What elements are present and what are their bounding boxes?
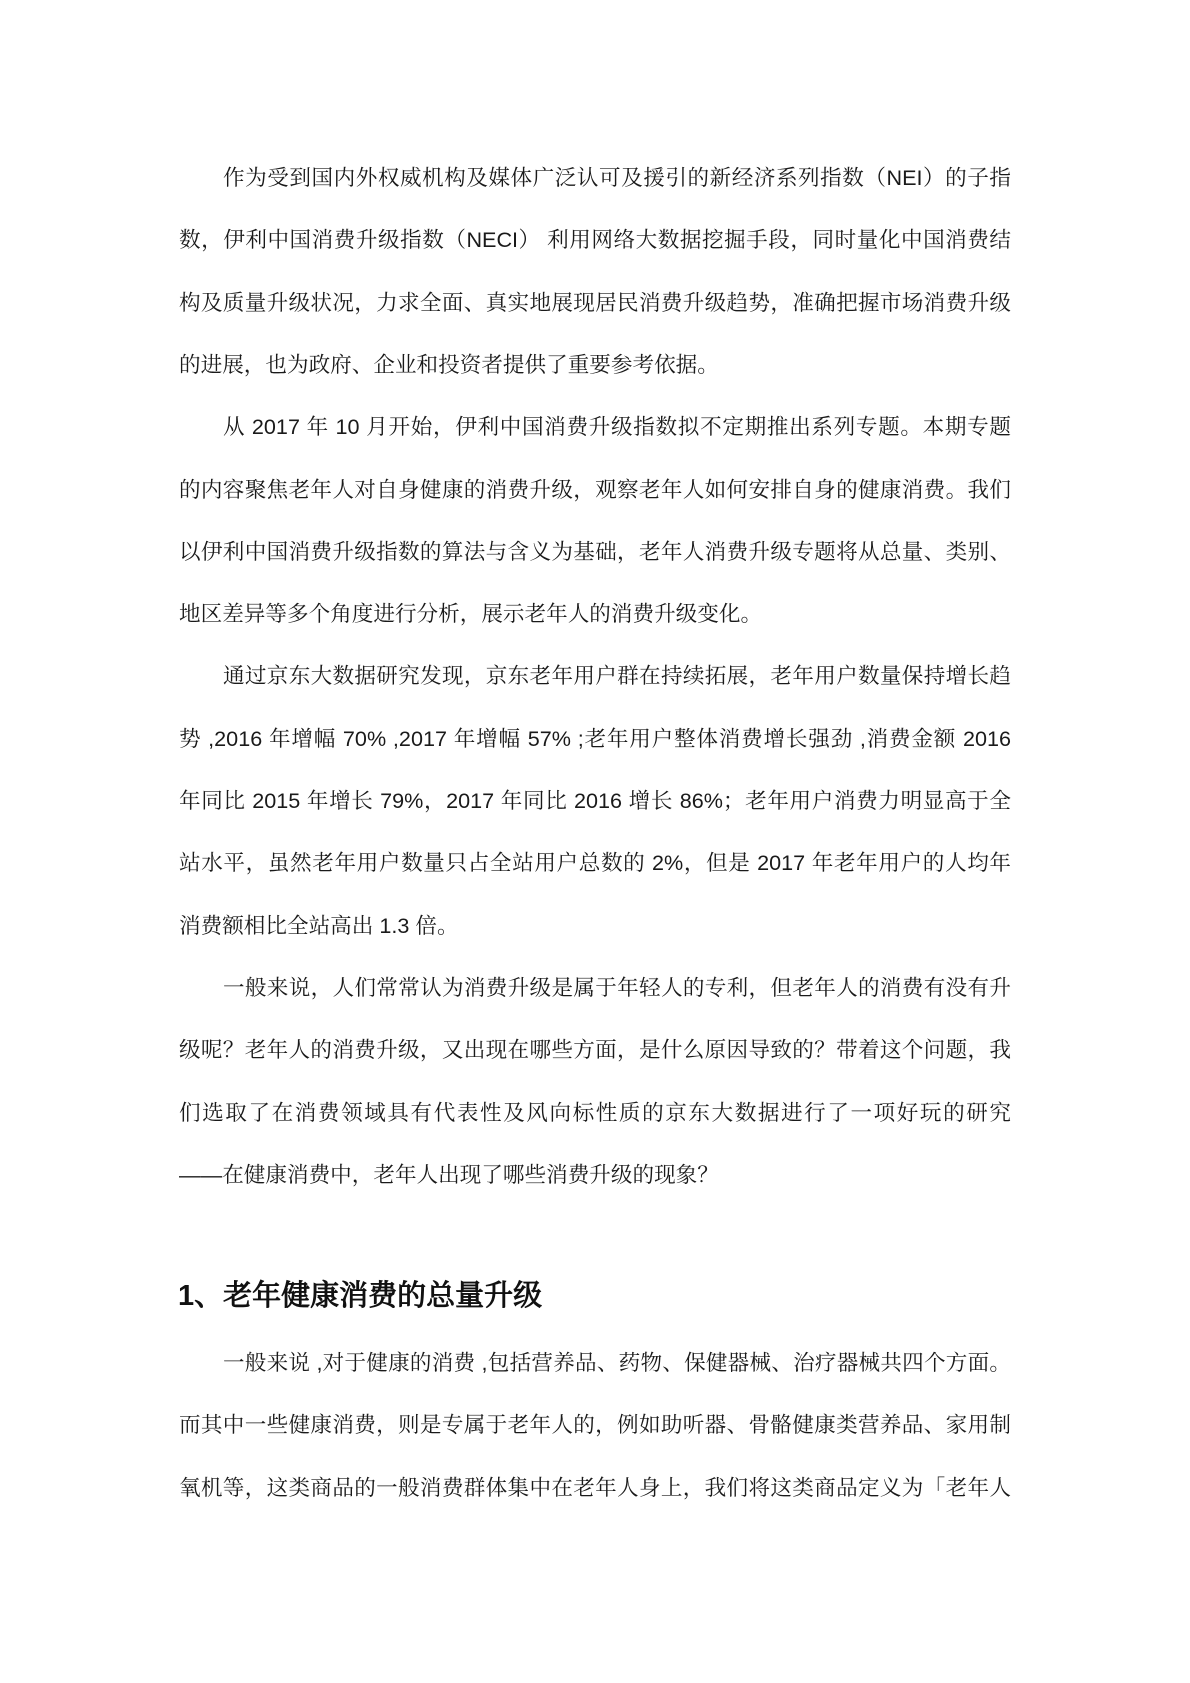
text-line: 数，伊利中国消费升级指数（NECI） 利用网络大数据挖掘手段，同时量化中国消费结 <box>179 227 1011 253</box>
text-line: 们选取了在消费领域具有代表性及风向标性质的京东大数据进行了一项好玩的研究 <box>179 1099 1011 1125</box>
text-line: 级呢？老年人的消费升级，又出现在哪些方面，是什么原因导致的？带着这个问题，我 <box>179 1037 1011 1063</box>
text-line: 氧机等，这类商品的一般消费群体集中在老年人身上，我们将这类商品定义为「老年人 <box>179 1474 1011 1500</box>
text-line: 而其中一些健康消费，则是专属于老年人的，例如助听器、骨骼健康类营养品、家用制 <box>179 1412 1011 1438</box>
text-line: 以伊利中国消费升级指数的算法与含义为基础，老年人消费升级专题将从总量、类别、 <box>179 538 1011 564</box>
text-line: 构及质量升级状况，力求全面、真实地展现居民消费升级趋势，准确把握市场消费升级 <box>179 289 1011 315</box>
text-line: 通过京东大数据研究发现，京东老年用户群在持续拓展，老年用户数量保持增长趋 <box>223 663 1011 689</box>
text-line: 作为受到国内外权威机构及媒体广泛认可及援引的新经济系列指数（NEI）的子指 <box>223 165 1011 190</box>
section-1-heading: 1、老年健康消费的总量升级 <box>178 1280 543 1312</box>
text-line: 地区差异等多个角度进行分析，展示老年人的消费升级变化。 <box>179 601 763 627</box>
text-line: 年同比 2015 年增长 79%，2017 年同比 2016 增长 86%；老年用户消费力明显高于全 <box>179 788 1011 813</box>
text-line: 消费额相比全站高出 1.3 倍。 <box>179 912 459 938</box>
text-line: 的内容聚焦老年人对自身健康的消费升级，观察老年人如何安排自身的健康消费。我们 <box>179 476 1011 502</box>
text-line: 势 ,2016 年增幅 70% ,2017 年增幅 57% ;老年用户整体消费增长强劲 ,消费金额 2016 <box>179 725 1011 751</box>
text-line: 一般来说 ,对于健康的消费 ,包括营养品、药物、保健器械、治疗器械共四个方面。 <box>223 1350 1011 1375</box>
text-line: ——在健康消费中，老年人出现了哪些消费升级的现象？ <box>179 1161 719 1187</box>
text-line: 的进展，也为政府、企业和投资者提供了重要参考依据。 <box>179 351 719 377</box>
text-line: 从 2017 年 10 月开始，伊利中国消费升级指数拟不定期推出系列专题。本期专题 <box>223 414 1011 440</box>
text-line: 一般来说，人们常常认为消费升级是属于年轻人的专利，但老年人的消费有没有升 <box>223 974 1011 1000</box>
text-line: 站水平，虽然老年用户数量只占全站用户总数的 2%，但是 2017 年老年用户的人均年 <box>179 850 1011 876</box>
